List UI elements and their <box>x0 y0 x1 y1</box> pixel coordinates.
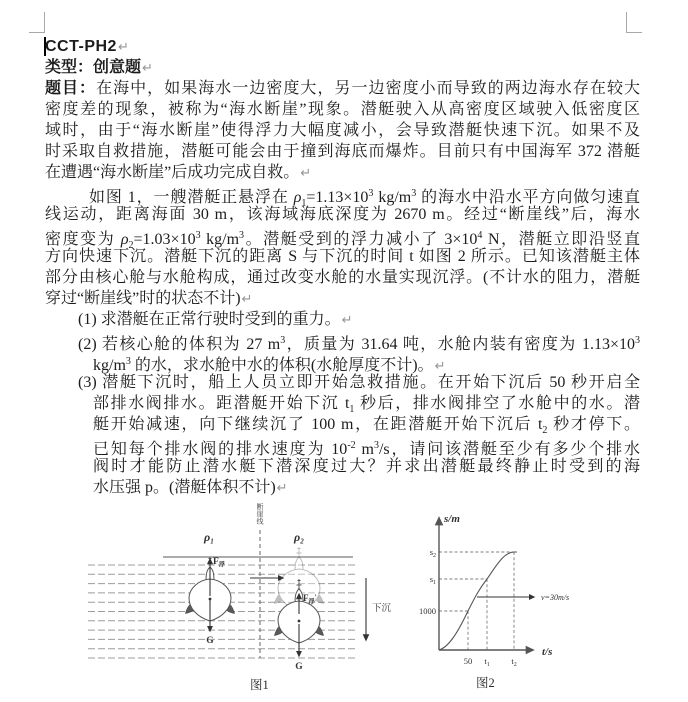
text-line: 部排水阀排水。距潜艇开始下沉 $t_1$ 秒后，排水阀排空了水舱中的水。潜 <box>93 395 640 415</box>
figure1-submarine-diagram <box>80 500 395 685</box>
text-line: 在遭遇“海水断崖”后成功完成自救。↵ <box>45 164 312 181</box>
figure2-distance-time-graph <box>405 508 610 668</box>
y-axis-label: s/m <box>444 513 460 525</box>
text-line: 域时，由于“海水断崖”使得浮力大幅度减小，会导致潜艇快速下沉。如果不及 <box>45 122 640 139</box>
text-line: 部分由核心舱与水舱构成，通过改变水舱的水量实现沉浮。(不计水的阻力，潜艇 <box>45 269 640 286</box>
document-text <box>45 36 640 498</box>
sink-label: 下沉 <box>372 604 392 614</box>
gravity-label-left: G <box>206 636 214 646</box>
buoyancy-label-right: $F_浮'$ <box>303 593 317 606</box>
text-line: 类型：创意题↵ <box>45 59 153 76</box>
text-line: (2) 若核心舱的体积为 27 $m^3$，质量为 31.64 吨，水舱内装有密度为 $1.13\times 10^3$ <box>78 335 640 353</box>
text-line: CCT-PH2↵ <box>45 38 129 55</box>
tick-t2: $t_2$ <box>511 656 517 668</box>
text-boundary-corner-right <box>626 12 642 33</box>
guide-1000-50 <box>439 611 468 650</box>
text-line: 密度变为 $\rho_2=1.03\times 10^3$ $kg/m^3$。潜艇受到的浮力减小了 $3\times 10^4$ N，潜艇立即沿竖直 <box>45 230 640 251</box>
tick-50: 50 <box>463 656 473 666</box>
text-boundary-corner-left <box>29 12 45 33</box>
text-line: 艇开始减速，向下继续沉了 100 m，在距潜艇开始下沉后 $t_2$ 秒才停下。 <box>93 416 640 436</box>
text-line: $kg/m^3$ 的水，求水舱中水的体积(水舱厚度不计)。↵ <box>93 356 446 374</box>
figure1-caption: 图1 <box>250 678 269 692</box>
text-line: (3) 潜艇下沉时，船上人员立即开始急救措施。在开始下沉后 50 秒开启全 <box>78 374 640 391</box>
tick-1000: 1000 <box>419 606 436 616</box>
text-line: 时采取自救措施，潜艇可能会由于撞到海底而爆炸。目前只有中国海军 372 潜艇 <box>45 143 640 160</box>
text-line: 水压强 p。(潜艇体积不计)↵ <box>93 479 288 496</box>
x-axis-label: t/s <box>542 646 553 658</box>
buoyancy-label-left: $F_浮$ <box>213 557 225 569</box>
rho2-label: $\rho_2$ <box>294 530 304 546</box>
gravity-label-right: G <box>295 662 303 672</box>
text-line: 如图 1，一艘潜艇正悬浮在 $\rho_1=1.13\times 10^3$ $kg/m^3$ 的海水中沿水平方向做匀速直 <box>89 188 640 209</box>
text-line: 方向快速下沉。潜艇下沉的距离 S 与下沉的时间 t 如图 2 所示。已知该潜艇主体 <box>45 248 640 265</box>
text-line: 已知每个排水阀的排水速度为 $10^{-2}$ $m^3/s$，请问该潜艇至少有多少个排水 <box>93 440 640 458</box>
text-line: (1) 求潜艇在正常行驶时受到的重力。↵ <box>78 311 353 328</box>
guide-s2-t2 <box>439 552 514 650</box>
s-t-curve <box>439 552 517 650</box>
text-line: 线运动，距离海面 30 m，该海域海底深度为 2670 m。经过“断崖线”后，海水 <box>45 206 640 223</box>
velocity-label: v=30m/s <box>541 593 570 602</box>
text-line: 题目：在海中，如果海水一边密度大，另一边密度小而导致的两边海水存在较大 <box>45 80 640 97</box>
text-line: 密度差的现象，被称为“海水断崖”现象。潜艇驶入从高密度区域驶入低密度区 <box>45 101 640 118</box>
rho1-label: $\rho_1$ <box>204 530 214 546</box>
figure2-caption: 图2 <box>476 676 495 690</box>
fault-line-label: 断崖线 <box>256 503 264 526</box>
text-line: 穿过“断崖线”时的状态不计)↵ <box>45 290 253 307</box>
tick-s1: $s_1$ <box>429 574 436 586</box>
tick-t1: $t_1$ <box>484 656 490 668</box>
tick-s2: $s_2$ <box>429 547 436 559</box>
text-line: 阀时才能防止潜水艇下潜深度过大？并求出潜艇最终静止时受到的海 <box>93 458 640 475</box>
